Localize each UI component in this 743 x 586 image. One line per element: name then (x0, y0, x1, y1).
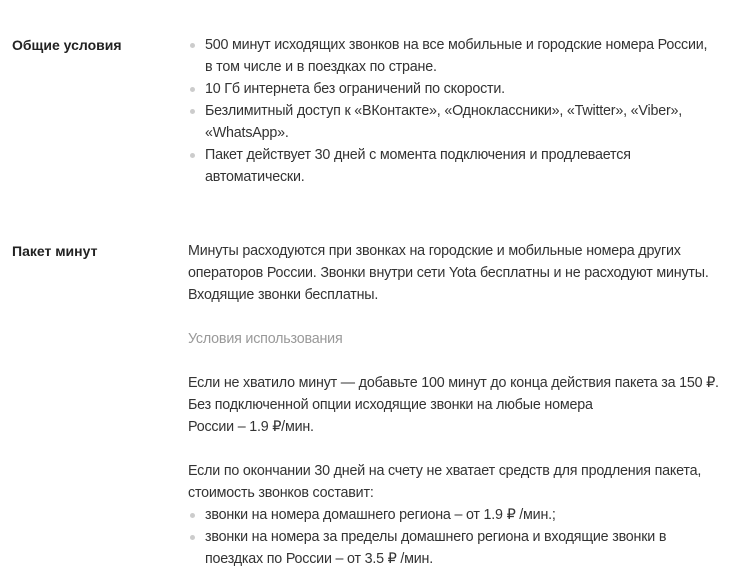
list-item: звонки на номера домашнего региона – от 1.9 ₽ /мин.; (188, 504, 688, 526)
section-label: Общие условия (12, 37, 122, 53)
general-conditions-list (188, 34, 718, 188)
list-item: Пакет действует 30 дней с момента подключения и продлевается автоматически. (188, 144, 718, 188)
extra-minutes-text (188, 372, 736, 438)
intro-text: Минуты расходуются при звонках на городские и мобильные номера других операторов России. Звонки внутри сети Yota бесплатны и не расходуют минуты. Входящие звонки бесплатны. (188, 243, 709, 303)
renewal-text: Если по окончании 30 дней на счету не хватает средств для продления пакета, стоимость звонков составит: (188, 463, 702, 501)
text-line: Если не хватило минут — добавьте 100 минут до конца действия пакета за 150 ₽. (188, 375, 719, 391)
conditions-title: Условия использования (188, 331, 343, 347)
text-line: России – 1.9 ₽/мин. (188, 419, 314, 435)
section-label: Пакет минут (12, 243, 98, 259)
text-line: Без подключенной опции исходящие звонки на любые номера (188, 397, 593, 413)
list-item: Безлимитный доступ к «ВКонтакте», «Одноклассники», «Twitter», «Viber», «WhatsApp». (188, 100, 718, 144)
list-item: 500 минут исходящих звонков на все мобильные и городские номера России, в том числе и в поездках по стране. (188, 34, 718, 78)
call-prices-list (188, 504, 688, 570)
list-item: звонки на номера за пределы домашнего региона и входящие звонки в поездках по России – от 3.5 ₽ /мин. (188, 526, 688, 570)
minutes-package-content (188, 240, 736, 570)
list-item: 10 Гб интернета без ограничений по скорости. (188, 78, 718, 100)
